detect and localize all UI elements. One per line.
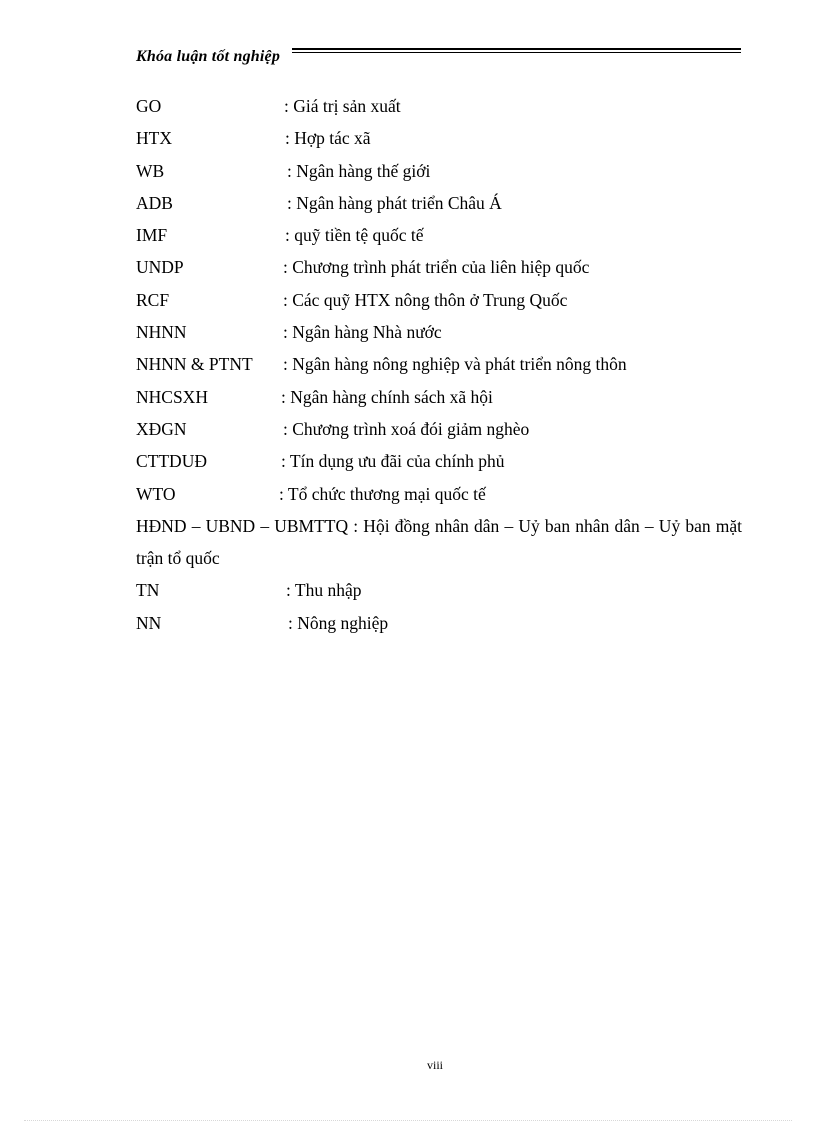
abbreviation-term: NHCSXH (136, 386, 208, 407)
abbreviation-row-xdgn (136, 415, 742, 447)
abbreviation-term: UNDP (136, 257, 184, 278)
abbreviation-definition: : quỹ tiền tệ quốc tế (285, 225, 424, 246)
abbreviation-row-nn (136, 609, 742, 641)
abbreviation-term: ADB (136, 192, 173, 213)
abbreviation-term: GO (136, 96, 162, 116)
abbreviation-term: HTX (136, 128, 172, 149)
abbreviation-row-imf (136, 221, 742, 253)
abbreviation-row-nhnn-ptnt (136, 350, 742, 382)
abbreviation-definition: : Ngân hàng phát triển Châu Á (287, 192, 502, 213)
abbreviation-term: XĐGN (136, 418, 187, 439)
abbreviation-term: CTTDUĐ (136, 451, 207, 472)
abbreviation-term: HĐND – UBND – UBMTTQ (136, 515, 349, 536)
abbreviation-definition: : Ngân hàng thế giới (287, 160, 431, 181)
abbreviation-row-hdnd-ubnd-ubmttq (136, 510, 742, 575)
abbreviation-definition: : Các quỹ HTX nông thôn ở Trung Quốc (283, 289, 568, 310)
abbreviation-row-wto (136, 480, 742, 512)
abbreviation-term: WTO (136, 483, 176, 504)
abbreviation-row-tn (136, 576, 742, 608)
abbreviation-term: IMF (136, 225, 168, 246)
abbreviation-row-htx (136, 124, 742, 156)
abbreviation-definition: : Tổ chức thương mại quốc tế (279, 483, 486, 504)
abbreviation-row-nhnn (136, 318, 742, 350)
abbreviation-definition: : Nông nghiệp (288, 612, 389, 633)
header-rule-thin (292, 52, 741, 53)
abbreviation-definition: : Chương trình xoá đói giảm nghèo (283, 418, 530, 439)
abbreviation-definition: : Thu nhập (286, 580, 362, 601)
abbreviation-row-adb (136, 189, 742, 221)
abbreviation-row-go (136, 92, 742, 124)
abbreviation-row-rcf (136, 286, 742, 318)
abbreviation-term: TN (136, 580, 160, 601)
abbreviation-row-undp (136, 253, 742, 285)
abbreviation-term: NN (136, 612, 162, 633)
abbreviation-definition: : Tín dụng ưu đãi của chính phủ (281, 451, 505, 472)
header-rule-thick (292, 48, 741, 50)
abbreviation-definition: : Giá trị sản xuất (284, 96, 401, 116)
abbreviation-definition: : Ngân hàng Nhà nước (283, 322, 442, 343)
abbreviation-list (136, 92, 742, 641)
abbreviation-definition: : Hội đồng nhân dân – Uỷ ban nhân dân – Uỷ ban mặt trận tổ quốc (136, 515, 743, 569)
abbreviation-term: NHNN (136, 322, 187, 343)
header-title: Khóa luận tốt nghiệp (136, 48, 281, 65)
abbreviation-definition: : Chương trình phát triển của liên hiệp quốc (283, 257, 590, 278)
abbreviation-definition: : Ngân hàng chính sách xã hội (281, 386, 493, 407)
abbreviation-definition: : Ngân hàng nông nghiệp và phát triển nông thôn (283, 354, 627, 375)
abbreviation-row-wb (136, 157, 742, 189)
page-number: viii (426, 1058, 443, 1072)
page-bottom-divider (24, 1120, 792, 1121)
abbreviation-term: WB (136, 160, 165, 181)
abbreviation-definition: : Hợp tác xã (285, 128, 371, 149)
abbreviation-term: NHNN & PTNT (136, 354, 253, 375)
abbreviation-term: RCF (136, 289, 170, 310)
abbreviation-row-cttdud (136, 447, 742, 479)
abbreviation-row-nhcsxh (136, 383, 742, 415)
